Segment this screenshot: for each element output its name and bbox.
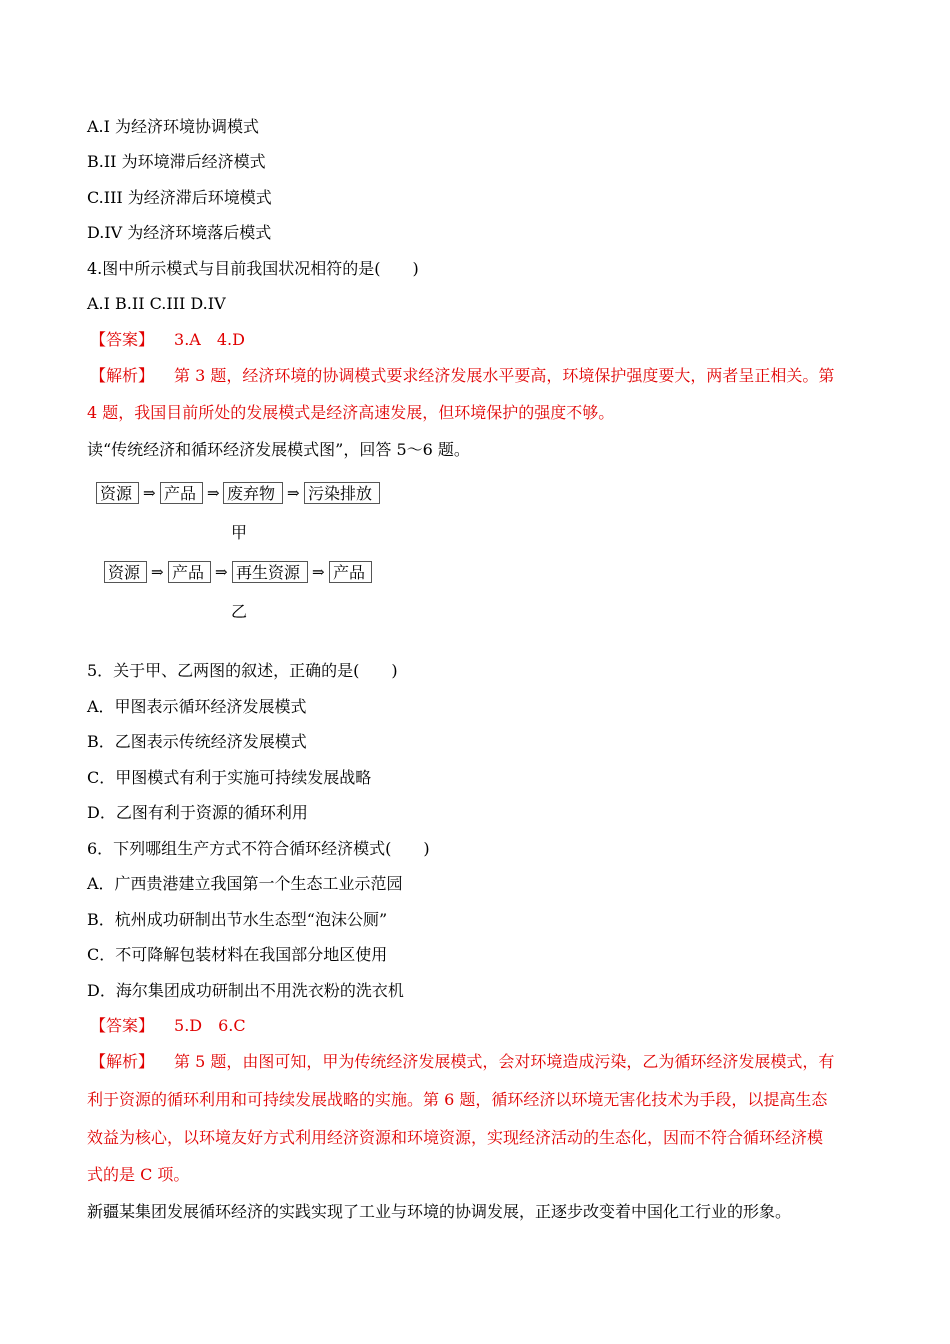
q3-option-b: B.II 为环境滞后经济模式: [87, 152, 266, 171]
analysis-label: 【解析】: [90, 1052, 155, 1071]
arrow-icon: ⇒: [287, 484, 300, 502]
answer-label: 【答案】: [90, 1016, 155, 1035]
q5-option-a: A．甲图表示循环经济发展模式: [87, 697, 307, 716]
yi-box-product: 产品: [168, 561, 211, 583]
analysis-text: 第 5 题，由图可知，甲为传统经济发展模式，会对环境造成污染，乙为循环经济发展模式，有: [174, 1052, 835, 1071]
yi-box-renewable: 再生资源: [232, 561, 308, 583]
q5-option-d: D．乙图有利于资源的循环利用: [87, 803, 308, 822]
q5-option-c: C．甲图模式有利于实施可持续发展战略: [87, 768, 372, 787]
closing-paragraph: 新疆某集团发展循环经济的实践实现了工业与环境的协调发展，正逐步改变着中国化工行业的形象。: [87, 1202, 792, 1221]
analysis-label: 【解析】: [90, 366, 155, 385]
jia-box-product: 产品: [160, 482, 203, 504]
analysis-2-line3: 效益为核心，以环境友好方式利用经济资源和环境资源，实现经济活动的生态化，因而不符合循环经济模: [87, 1128, 824, 1147]
answer-1: [90, 330, 245, 350]
analysis-2-line1: [90, 1052, 834, 1072]
q6-option-b: B．杭州成功研制出节水生态型“泡沫公厕”: [87, 910, 388, 929]
q6-question: 6．下列哪组生产方式不符合循环经济模式( ): [87, 839, 430, 858]
q3-option-a: A.I 为经济环境协调模式: [87, 117, 260, 136]
q3-option-d: D.IV 为经济环境落后模式: [87, 223, 272, 242]
arrow-icon: ⇒: [151, 563, 164, 581]
q6-option-c: C．不可降解包装材料在我国部分地区使用: [87, 945, 388, 964]
yi-box-product-2: 产品: [329, 561, 372, 583]
jia-box-waste: 废弃物: [223, 482, 283, 504]
yi-box-resource: 资源: [104, 561, 147, 583]
q5-option-b: B．乙图表示传统经济发展模式: [87, 732, 307, 751]
q4-options: A.I B.II C.III D.IV: [87, 294, 226, 313]
arrow-icon: ⇒: [207, 484, 220, 502]
answer-text: 3.A 4.D: [174, 330, 245, 349]
jia-box-resource: 资源: [96, 482, 139, 504]
jia-box-pollution: 污染排放: [304, 482, 380, 504]
yi-caption: 乙: [231, 602, 248, 621]
q6-option-a: A．广西贵港建立我国第一个生态工业示范园: [87, 874, 403, 893]
analysis-1-line2: 4 题，我国目前所处的发展模式是经济高速发展，但环境保护的强度不够。: [87, 403, 615, 422]
answer-2: [90, 1016, 246, 1036]
arrow-icon: ⇒: [143, 484, 156, 502]
analysis-text: 第 3 题，经济环境的协调模式要求经济发展水平要高，环境保护强度要大，两者呈正相关。第: [174, 366, 835, 385]
q3-option-c: C.III 为经济滞后环境模式: [87, 188, 272, 207]
q5-question: 5．关于甲、乙两图的叙述，正确的是( ): [87, 661, 398, 680]
analysis-2-line4: 式的是 C 项。: [87, 1165, 190, 1184]
jia-caption: 甲: [231, 523, 248, 542]
arrow-icon: ⇒: [312, 563, 325, 581]
q6-option-d: D．海尔集团成功研制出不用洗衣粉的洗衣机: [87, 981, 404, 1000]
arrow-icon: ⇒: [215, 563, 228, 581]
diagram-intro: 读“传统经济和循环经济发展模式图”，回答 5～6 题。: [87, 440, 470, 459]
q4-question: 4.图中所示模式与目前我国状况相符的是( ): [87, 259, 419, 278]
answer-label: 【答案】: [90, 330, 155, 349]
analysis-2-line2: 利于资源的循环利用和可持续发展战略的实施。第 6 题，循环经济以环境无害化技术为手段，以提高生态: [87, 1090, 828, 1109]
answer-text: 5.D 6.C: [174, 1016, 246, 1035]
analysis-1-line1: [90, 366, 834, 386]
